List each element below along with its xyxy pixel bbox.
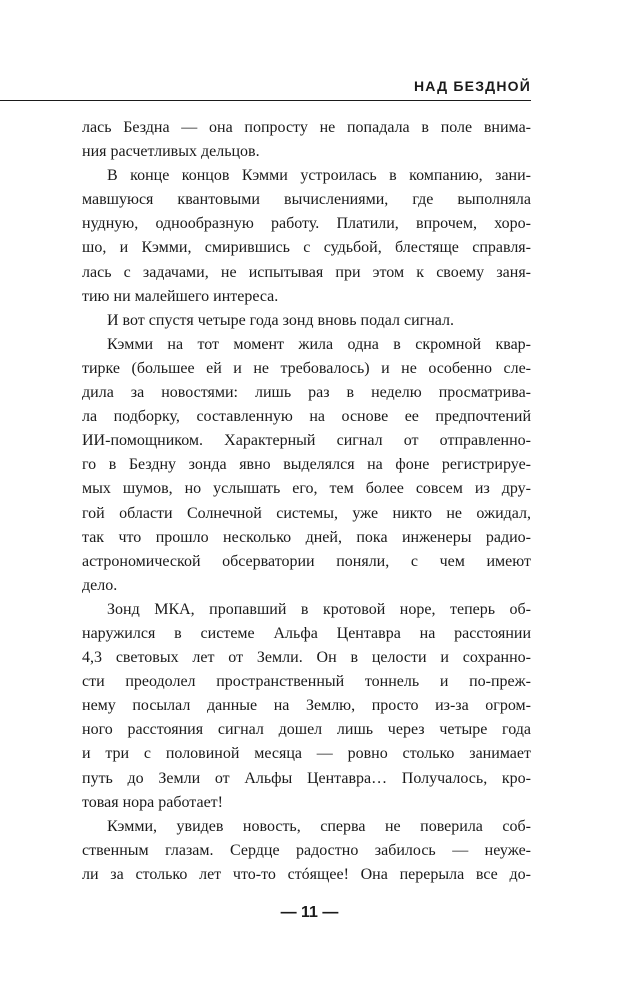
- text-line: мавшуюся квантовыми вычислениями, где выполняла: [82, 191, 531, 209]
- text-line: так что прошло несколько дней, пока инженеры радио-: [82, 528, 531, 546]
- text-line: ИИ-помощником. Характерный сигнал от отправленно-: [82, 432, 531, 450]
- text-line: ния расчетливых дельцов.: [82, 143, 260, 161]
- text-line: наружился в системе Альфа Центавра на расстоянии: [82, 624, 531, 642]
- text-line: астрономической обсерватории поняли, с чем имеют: [82, 552, 531, 570]
- text-line: го в Бездну зонда явно выделялся на фоне регистрируе-: [82, 456, 531, 474]
- body-text: [82, 116, 531, 887]
- text-line: ли за столько лет что-то стóящее! Она перерыла все до-: [82, 865, 531, 883]
- text-line: Кэмми на тот момент жила одна в скромной квар-: [107, 335, 531, 353]
- text-line: мых шумов, но услышать его, тем более совсем из дру-: [82, 480, 531, 498]
- text-line: Кэмми, увидев новость, сперва не поверила соб-: [107, 817, 531, 835]
- text-line: товая нора работает!: [82, 793, 223, 811]
- text-line: тию ни малейшего интереса.: [82, 287, 279, 305]
- running-title: НАД БЕЗДНОЙ: [413, 78, 531, 94]
- text-line: Зонд МКА, пропавший в кротовой норе, теперь об-: [107, 600, 531, 618]
- text-line: В конце концов Кэмми устроилась в компанию, зани-: [107, 167, 531, 185]
- text-line: ла подборку, составленную на основе ее предпочтений: [82, 408, 531, 426]
- text-line: тирке (большее ей и не требовалось) и не особенно сле-: [82, 359, 531, 377]
- text-line: гой области Солнечной системы, уже никто не ожидал,: [82, 504, 531, 522]
- text-line: И вот спустя четыре года зонд вновь подал сигнал.: [107, 311, 455, 329]
- text-line: ственным глазам. Сердце радостно забилось — неуже-: [82, 841, 531, 859]
- text-line: сти преодолел пространственный тоннель и по-преж-: [82, 673, 531, 691]
- text-line: лась с задачами, не испытывая при этом к своему заня-: [82, 263, 531, 281]
- text-line: дело.: [82, 576, 118, 594]
- text-line: ного расстояния сигнал дошел лишь через четыре года: [82, 721, 531, 739]
- text-line: путь до Земли от Альфы Центавра… Получалось, кро-: [82, 769, 531, 787]
- text-line: и три с половиной месяца — ровно столько занимает: [82, 745, 531, 763]
- text-line: шо, и Кэмми, смирившись с судьбой, блестяще справля-: [82, 239, 531, 257]
- text-line: дила за новостями: лишь раз в неделю просматрива-: [82, 384, 531, 402]
- page-number: — 11 —: [280, 904, 339, 921]
- running-header: [0, 70, 531, 101]
- text-line: 4,3 световых лет от Земли. Он в целости и сохранно-: [82, 649, 531, 667]
- text-line: лась Бездна — она попросту не попадала в поле внима-: [82, 119, 531, 136]
- text-line: нудную, однообразную работу. Платили, впрочем, хоро-: [82, 215, 531, 233]
- text-line: нему посылал данные на Землю, просто из-за огром-: [82, 697, 531, 715]
